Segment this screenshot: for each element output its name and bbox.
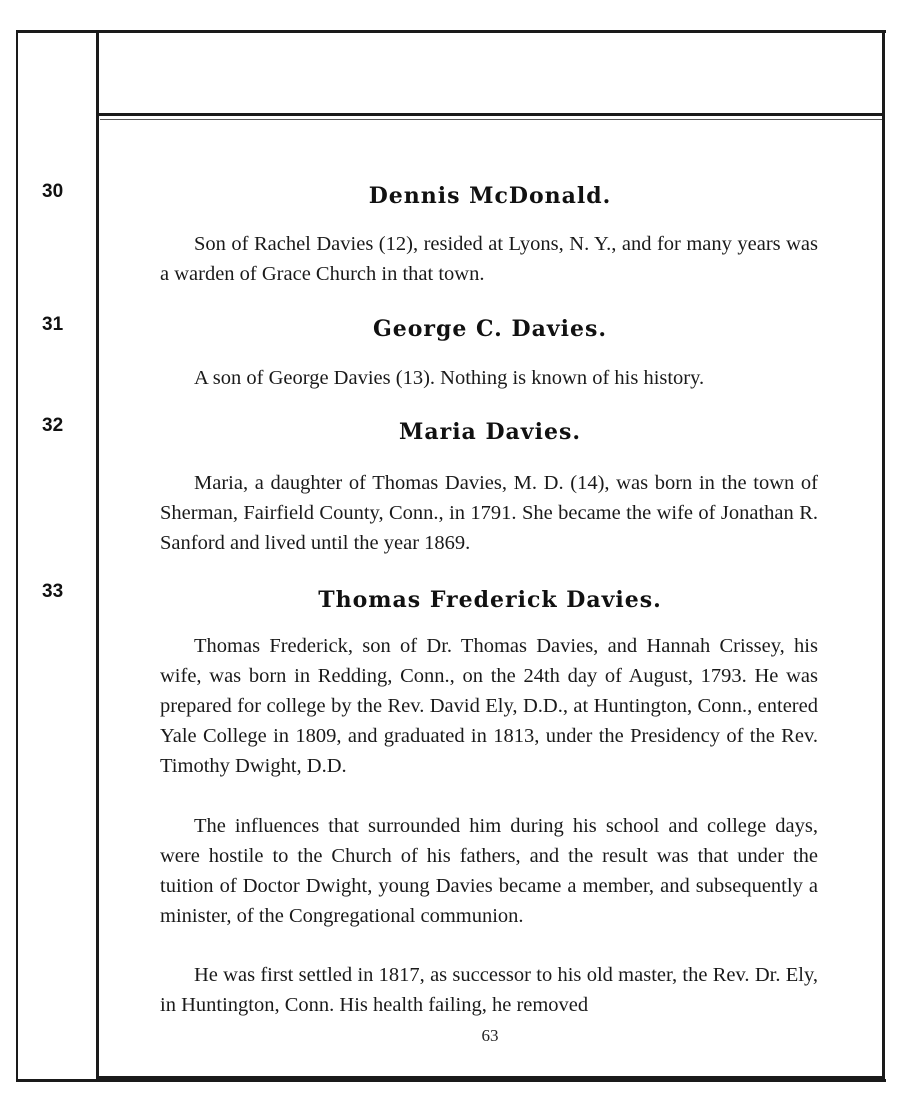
entry-heading: Maria Davies. (399, 419, 581, 445)
entry-paragraph: He was first settled in 1817, as successor to his old master, the Rev. Dr. Ely, in Huntington, Conn. His health failing, he removed (160, 964, 818, 1016)
entry-heading: George C. Davies. (372, 316, 608, 342)
entry-paragraph: Thomas Frederick, son of Dr. Thomas Davies, and Hannah Crissey, his wife, was born in Redding, Conn., on the 24th day of August, 1793. He was prepared for college by the Rev. David Ely, D.D., at Huntington, Conn., entered Yale College in 1809, and graduated in 1813, under the Presidency of the Rev. Timothy Dwight, D.D. (160, 635, 818, 777)
entry-paragraph: A son of George Davies (13). Nothing is known of his history. (194, 367, 705, 389)
header-rule-thin (100, 119, 882, 120)
entry-paragraph: The influences that surrounded him during his school and college days, were hostile to the Church of his fathers, and the result was that under the tuition of Doctor Dwight, young Davies became a member, and subsequently a minister, of the Congregational communion. (160, 815, 818, 927)
entry-number: 33 (42, 581, 64, 602)
entry-heading: Thomas Frederick Davies. (318, 587, 662, 613)
entry-number: 31 (42, 314, 64, 335)
margin-rule (96, 30, 99, 1082)
entry-number: 32 (42, 415, 64, 436)
header-rule (96, 113, 885, 116)
right-rule (882, 30, 885, 1082)
entry-paragraph: Maria, a daughter of Thomas Davies, M. D. (14), was born in the town of Sherman, Fairfield County, Conn., in 1791. She became the wife of Jonathan R. Sanford and lived until the year 1869. (160, 472, 818, 554)
entry-number: 30 (42, 181, 64, 202)
entry-paragraph: Son of Rachel Davies (12), resided at Lyons, N. Y., and for many years was a warden of Grace Church in that town. (160, 233, 818, 285)
entry-heading: Dennis McDonald. (368, 183, 612, 209)
bottom-rule (96, 1076, 885, 1079)
page-number: 63 (481, 1026, 499, 1045)
